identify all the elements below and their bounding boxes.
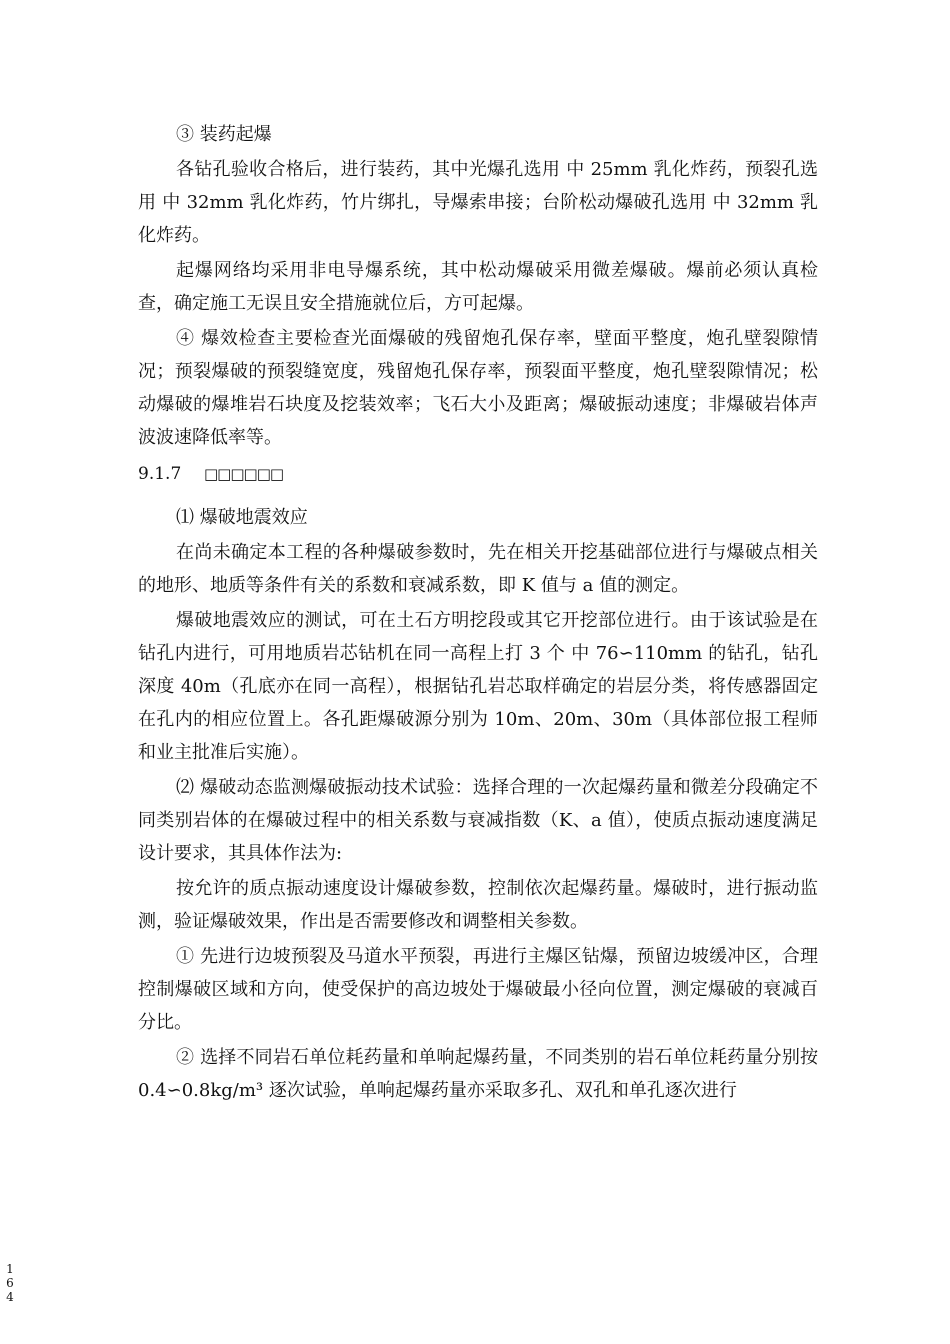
page-number-digit: 6 bbox=[6, 1276, 14, 1290]
paragraph: ① 先进行边坡预裂及马道水平预裂，再进行主爆区钻爆，预留边坡缓冲区，合理控制爆破区域和方向，使受保护的高边坡处于爆破最小径向位置，测定爆破的衰减百分比。 bbox=[138, 946, 818, 1033]
paragraph: ⑵ 爆破动态监测爆破振动技术试验：选择合理的一次起爆药量和微差分段确定不同类别岩体的在爆破过程中的相关系数与衰减指数（K、a 值），使质点振动速度满足设计要求，其具体作法为: bbox=[138, 777, 818, 864]
paragraph: ⑴ 爆破地震效应 bbox=[176, 507, 308, 528]
page-number-digit: 1 bbox=[6, 1262, 14, 1276]
page-number-digit: 4 bbox=[6, 1290, 14, 1304]
section-title: □□□□□□ bbox=[204, 465, 284, 483]
paragraph: 在尚未确定本工程的各种爆破参数时，先在相关开挖基础部位进行与爆破点相关的地形、地质等条件有关的系数和衰减系数，即 K 值与 a 值的测定。 bbox=[138, 542, 818, 596]
section-number: 9.1.7 bbox=[138, 464, 182, 484]
paragraph: 起爆网络均采用非电导爆系统，其中松动爆破采用微差爆破。爆前必须认真检查，确定施工无误且安全措施就位后，方可起爆。 bbox=[138, 260, 818, 314]
paragraph: 按允许的质点振动速度设计爆破参数，控制依次起爆药量。爆破时，进行振动监测，验证爆破效果，作出是否需要修改和调整相关参数。 bbox=[138, 878, 818, 932]
paragraph: ④ 爆效检查主要检查光面爆破的残留炮孔保存率，壁面平整度，炮孔壁裂隙情况；预裂爆破的预裂缝宽度，残留炮孔保存率，预裂面平整度，炮孔壁裂隙情况；松动爆破的爆堆岩石块度及挖装效率；飞石大小及距离；爆破振动速度；非爆破岩体声波波速降低率等。 bbox=[138, 328, 818, 448]
paragraph: 各钻孔验收合格后，进行装药，其中光爆孔选用 中 25mm 乳化炸药，预裂孔选用 中 32mm 乳化炸药，竹片绑扎，导爆索串接；台阶松动爆破孔选用 中 32mm 乳化炸药。 bbox=[138, 159, 818, 246]
paragraph: ③ 装药起爆 bbox=[176, 124, 272, 145]
paragraph: 爆破地震效应的测试，可在土石方明挖段或其它开挖部位进行。由于该试验是在钻孔内进行，可用地质岩芯钻机在同一高程上打 3 个 中 76∽110mm 的钻孔，钻孔深度 40m（孔底亦在同一高程），根据钻孔岩芯取样确定的岩层分类，将传感器固定在孔内的相应位置上。各孔距爆破源分别为 10m、20m、30m（具体部位报工程师和业主批准后实施）。 bbox=[138, 610, 818, 763]
paragraph: ② 选择不同岩石单位耗药量和单响起爆药量，不同类别的岩石单位耗药量分别按 0.4∽0.8kg/m³ 逐次试验，单响起爆药量亦采取多孔、双孔和单孔逐次进行 bbox=[138, 1047, 818, 1101]
section-heading bbox=[138, 458, 818, 491]
page-body bbox=[138, 118, 818, 1107]
page-number bbox=[4, 1262, 16, 1304]
